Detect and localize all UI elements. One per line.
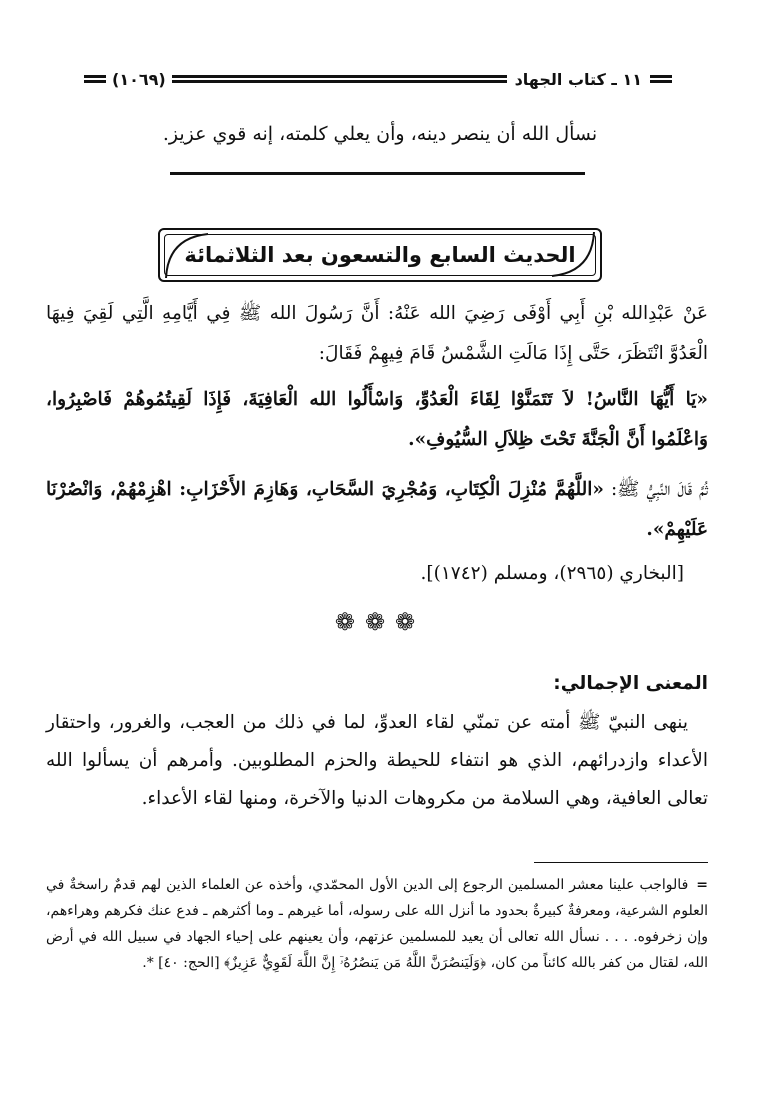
hadith-source: [البخاري (٢٩٦٥)، ومسلم (١٧٤٢)]. <box>420 563 684 584</box>
header-ornament <box>84 75 106 83</box>
general-meaning-text <box>46 704 708 818</box>
general-meaning-body: ينهى النبيّ ﷺ أمته عن تمنّي لقاء العدوِّ، لما في ذلك من العجب، والغرور، واحتقار الأعداء وازدرائهم، الذي هو انتفاء للحيطة والحزم المطلوبين. وأمرهم أن يسألوا الله تعالى العافية، وهي السلامة من مكروهات الدنيا والآخرة، ومنها لقاء الأعداء. <box>46 712 708 809</box>
hadith-narration: عَنْ عَبْدِالله بْنِ أَبِي أَوْفَى رَضِيَ الله عَنْهُ: أَنَّ رَسُولَ الله ﷺ فِي أَيَّامِهِ الَّتِي لَقِيَ فِيهَا الْعَدُوَّ انْتَظَرَ، حَتَّى إِذَا مَالَتِ الشَّمْسُ قَامَ فِيهِمْ فَقَالَ: <box>46 303 708 364</box>
footnote-text: فالواجب علينا معشر المسلمين الرجوع إلى الدين الأول المحمّدي، وأخذه عن العلماء الذين لهم قدمٌ راسخةٌ في العلوم الشرعية، ومعرفةٌ كبيرةٌ بحدود ما أنزل الله على رسوله، أما غيرهم ـ وما أكثرهم ـ فدع عنك فكرهم وهراءهم، وإن زخرفوه. . . . نسأل الله تعالى أن يعيد للمسلمين عزتهم، وأن يعينهم على إحياء الجهاد في سبيل الله في أرض الله، لقتال من كفر بالله كائناً من كان، ﴿وَلَيَنصُرَنَّ اللَّهُ مَن يَنصُرُهُۥٓ إِنَّ اللَّهَ لَقَوِيٌّ عَزِيزٌ﴾ [الحج: ٤٠] *. <box>46 877 708 971</box>
star-separator: ❁❁❁ <box>334 608 426 636</box>
hadith-quote: «يَا أَيُّهَا النَّاسُ! لاَ تَتَمَنَّوْا لِقَاءَ الْعَدُوِّ، وَاسْأَلُوا الله الْعَافِيَةَ، فَإِذَا لَقِيتُمُوهُمْ فَاصْبِرُوا، وَاعْلَمُوا أَنَّ الْجَنَّةَ تَحْتَ ظِلاَلِ السُّيُوفِ». <box>46 389 708 450</box>
chapter-title: ١١ ـ كتاب الجهاد <box>514 69 642 89</box>
footnote-divider <box>534 862 708 863</box>
hadith-title: الحديث السابع والتسعون بعد الثلاثمائة <box>184 243 576 267</box>
hadith-continuation-prefix: ثُمَّ قَالَ النَّبِيُّ ﷺ: <box>603 479 708 500</box>
footnote-marker: = <box>696 877 708 893</box>
section-divider <box>170 172 585 175</box>
page-number: (١٠٦٩) <box>112 69 166 89</box>
closing-prayer: نسأل الله أن ينصر دينه، وأن يعلي كلمته، إنه قوي عزيز. <box>162 123 598 145</box>
footnote <box>46 872 708 976</box>
running-header <box>84 64 672 94</box>
hadith-continuation <box>46 470 708 550</box>
header-ornament <box>650 75 672 83</box>
general-meaning-heading: المعنى الإجمالي: <box>553 673 708 694</box>
hadith-continuation-quote: «اللَّهُمَّ مُنْزِلَ الْكِتَابِ، وَمُجْرِيَ السَّحَابِ، وَهَازِمَ الأَحْزَابِ: اهْزِمْهُمْ، وَانْصُرْنَا عَلَيْهِمْ». <box>46 479 708 540</box>
hadith-title-box <box>158 228 602 282</box>
header-rule <box>172 75 507 83</box>
